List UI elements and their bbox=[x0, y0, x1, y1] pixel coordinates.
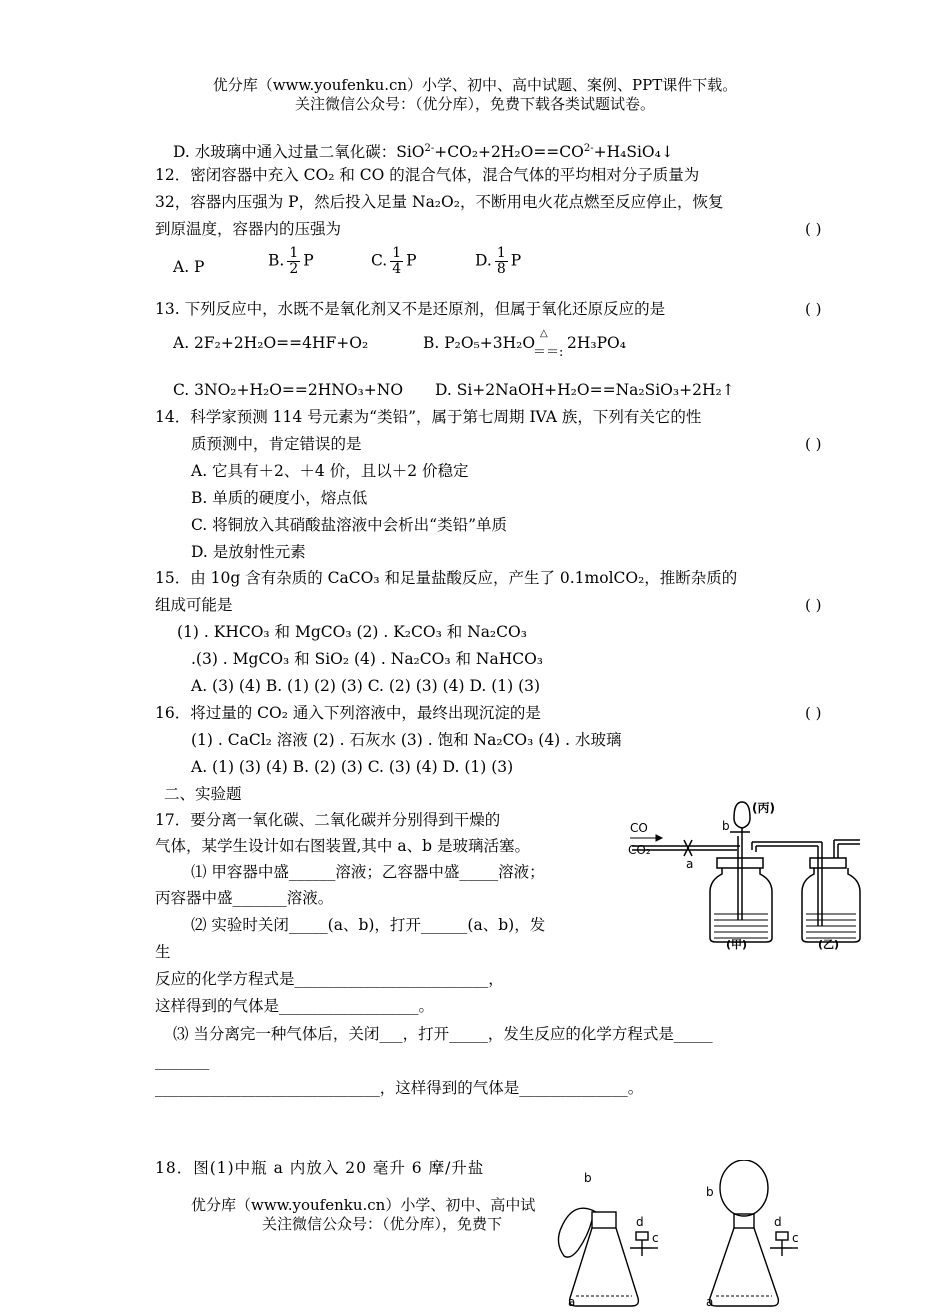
q12-option-b: B. $\frac{1}{2}$ P bbox=[268, 245, 314, 277]
q12-option-d: D. $\frac{1}{8}$ P bbox=[475, 245, 522, 277]
q17-line-1: 17．要分离一氧化碳、二氧化碳并分别得到干燥的 bbox=[155, 811, 501, 829]
q13-option-b: B. P₂O₅+3H₂O bbox=[423, 334, 536, 352]
q17-apparatus-figure bbox=[622, 796, 862, 952]
q13-option-d: D. Si+2NaOH+H₂O==Na₂SiO₃+2H₂↑ bbox=[435, 381, 735, 399]
section-2-title: 二、实验题 bbox=[164, 785, 242, 803]
label-d-1: d bbox=[636, 1215, 644, 1229]
q17-line-9: ⑶ 当分离完一种气体后，关闭___，打开_____，发生反应的化学方程式是_____ bbox=[173, 1025, 713, 1043]
q14-stem-1: 14．科学家预测 114 号元素为“类铅”，属于第七周期 IVA 族，下列有关它的性 bbox=[155, 408, 702, 426]
label-jia: (甲) bbox=[726, 938, 748, 951]
q13-stem: 13. 下列反应中，水既不是氧化剂又不是还原剂，但属于氧化还原反应的是 bbox=[155, 300, 666, 318]
q12-answer-paren: ( ) bbox=[805, 220, 822, 238]
q14-option-c: C. 将铜放入其硝酸盐溶液中会析出“类铅”单质 bbox=[191, 516, 508, 534]
q15-answer-paren: ( ) bbox=[805, 596, 822, 614]
q18-line-1: 18．图(1)中瓶 a 内放入 20 毫升 6 摩/升盐 bbox=[155, 1159, 485, 1177]
label-b-1: b bbox=[584, 1171, 592, 1185]
label-a: a bbox=[686, 857, 694, 871]
q14-option-d: D. 是放射性元素 bbox=[191, 543, 306, 561]
q13-answer-paren: ( ) bbox=[805, 300, 822, 318]
label-yi: (乙) bbox=[818, 938, 840, 951]
footer-line-2: 关注微信公众号：（优分库），免费下 bbox=[262, 1215, 503, 1233]
q17-line-7: 反应的化学方程式是_________________________， bbox=[155, 970, 504, 988]
label-d-2: d bbox=[774, 1215, 782, 1229]
q17-line-2: 气体，某学生设计如右图装置,其中 a、b 是玻璃活塞。 bbox=[155, 837, 530, 855]
q16-stem: 16．将过量的 CO₂ 通入下列溶液中，最终出现沉淀的是 bbox=[155, 704, 541, 722]
q16-answer-paren: ( ) bbox=[805, 704, 822, 722]
q14-answer-paren: ( ) bbox=[805, 435, 822, 453]
q17-line-3: ⑴ 甲容器中盛______溶液；乙容器中盛_____溶液； bbox=[191, 863, 545, 881]
q11-option-d: D. 水玻璃中通入过量二氧化碳：$SiO^{2-}+CO_2+2H_2O==CO^{2-}+H_4SiO_4↓$ bbox=[173, 143, 674, 162]
q15-stem-1: 15．由 10g 含有杂质的 CaCO₃ 和足量盐酸反应，产生了 0.1molCO₂，推断杂质的 bbox=[155, 569, 738, 587]
header-line-2: 关注微信公众号：（优分库），免费下载各类试题试卷。 bbox=[294, 95, 655, 113]
q17-line-5: ⑵ 实验时关闭_____(a、b)，打开______(a、b)，发 bbox=[191, 916, 546, 934]
jar-yi bbox=[802, 868, 860, 942]
footer-line-1: 优分库（www.youfenku.cn）小学、初中、高中试 bbox=[191, 1196, 536, 1214]
q12-stem-2: 32，容器内压强为 P，然后投入足量 Na₂O₂，不断用电火花点燃至反应停止，恢复 bbox=[155, 193, 724, 211]
q15-stem-2: 组成可能是 bbox=[155, 596, 233, 614]
label-co2: CO₂ bbox=[628, 843, 651, 857]
q13-option-c: C. 3NO₂+H₂O==2HNO₃+NO bbox=[173, 381, 404, 399]
q15-choices: A. (3) (4) B. (1) (2) (3) C. (2) (3) (4) D. (1) (3) bbox=[191, 677, 541, 695]
q15-items-1: (1) . KHCO₃ 和 MgCO₃ (2) . K₂CO₃ 和 Na₂CO₃ bbox=[177, 623, 527, 641]
label-a-1: a bbox=[568, 1295, 576, 1309]
q15-items-2: .(3) . MgCO₃ 和 SiO₂ (4) . Na₂CO₃ 和 NaHCO₃ bbox=[191, 650, 544, 668]
jar-jia bbox=[710, 868, 772, 942]
funnel-bing bbox=[734, 802, 750, 828]
q18-apparatus-figure bbox=[548, 1160, 810, 1310]
label-b-2: b bbox=[706, 1185, 714, 1199]
q13-option-b-product: 2H₃PO₄ bbox=[567, 334, 626, 352]
q17-line-6: 生 bbox=[155, 943, 171, 961]
jar-yi-stopper bbox=[810, 858, 846, 868]
q14-option-b: B. 单质的硬度小，熔点低 bbox=[191, 489, 368, 507]
q12-stem-1: 12．密闭容器中充入 CO₂ 和 CO 的混合气体，混合气体的平均相对分子质量为 bbox=[155, 166, 700, 184]
q12-stem-3: 到原温度，容器内的压强为 bbox=[155, 220, 342, 238]
label-c-2: c bbox=[792, 1231, 799, 1245]
q17-line-4: 丙容器中盛_______溶液。 bbox=[155, 889, 334, 907]
q16-items: (1) . CaCl₂ 溶液 (2) . 石灰水 (3) . 饱和 Na₂CO₃ (4) . 水玻璃 bbox=[191, 731, 622, 749]
q13-option-a: A. 2F₂+2H₂O==4HF+O₂ bbox=[173, 334, 369, 352]
label-bing: (丙) bbox=[752, 801, 775, 815]
q17-line-11: _____________________________，这样得到的气体是______________。 bbox=[155, 1079, 644, 1097]
label-b: b bbox=[722, 819, 730, 833]
q14-option-a: A. 它具有＋2、＋4 价，且以＋2 价稳定 bbox=[191, 462, 469, 480]
jar-jia-stopper bbox=[717, 858, 763, 868]
label-c-1: c bbox=[652, 1231, 659, 1245]
q13-equals-mark: ＝＝: bbox=[533, 345, 564, 360]
q14-stem-2: 质预测中，肯定错误的是 bbox=[191, 435, 362, 453]
label-co: CO bbox=[630, 821, 648, 835]
q17-line-10: _______ bbox=[155, 1052, 210, 1070]
q17-line-8: 这样得到的气体是__________________。 bbox=[155, 997, 435, 1015]
q16-choices: A. (1) (3) (4) B. (2) (3) C. (3) (4) D. (1) (3) bbox=[191, 758, 514, 776]
q12-option-a: A. P bbox=[173, 258, 205, 276]
header-line-1: 优分库（www.youfenku.cn）小学、初中、高中试题、案例、PPT课件下载。 bbox=[212, 76, 738, 94]
q13-heat-mark: △ bbox=[540, 328, 548, 339]
q12-option-c: C. $\frac{1}{4}$ P bbox=[371, 245, 417, 277]
label-a-2: a bbox=[706, 1295, 714, 1309]
